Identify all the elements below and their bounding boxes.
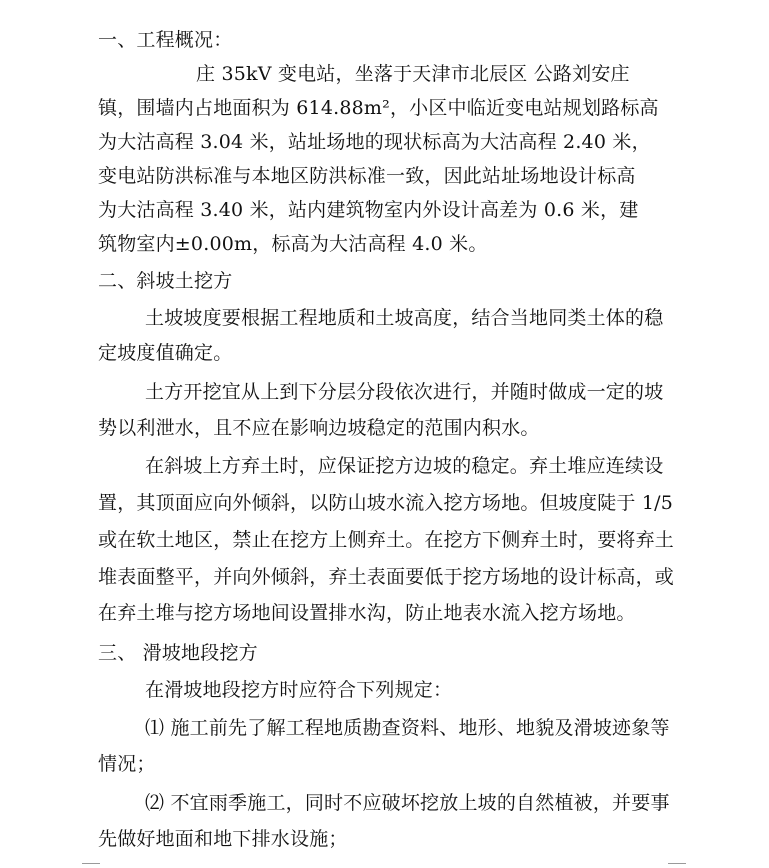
paragraph-line: 筑物室内±0.00m，标高为大沽高程 4.0 米。 [98, 233, 488, 255]
paragraph-line: 为大沽高程 3.04 米，站址场地的现状标高为大沽高程 2.40 米， [98, 131, 651, 153]
paragraph-line: 堆表面整平，并向外倾斜，弃土表面要低于挖方场地的设计标高，或 [98, 566, 675, 588]
section-heading-overview: 一、工程概况： [98, 29, 233, 51]
paragraph-line: 在弃土堆与挖方场地间设置排水沟，防止地表水流入挖方场地。 [98, 602, 636, 624]
paragraph-line: 或在软土地区，禁止在挖方上侧弃土。在挖方下侧弃土时，要将弃土 [98, 529, 675, 551]
paragraph-line: 庄 35kV 变电站，坐落于天津市北辰区 公路刘安庄 [196, 63, 630, 85]
list-item-1: ⑴ 施工前先了解工程地质勘查资料、地形、地貌及滑坡迹象等 [145, 717, 670, 739]
list-item-2: ⑵ 不宜雨季施工，同时不应破坏挖放上坡的自然植被，并要事 [145, 792, 670, 814]
section-heading-slope: 二、斜坡土挖方 [98, 270, 233, 292]
section-heading-landslide: 三、 滑坡地段挖方 [98, 642, 258, 664]
paragraph-line: 土方开挖宜从上到下分层分段依次进行，并随时做成一定的坡 [145, 381, 664, 403]
paragraph-line: 置，其顶面应向外倾斜，以防山坡水流入挖方场地。但坡度陡于 1/5 [98, 492, 674, 514]
paragraph-line: 在滑坡地段挖方时应符合下列规定： [145, 679, 453, 701]
paragraph-line: 镇，围墙内占地面积为 614.88m²，小区中临近变电站规划路标高 [98, 97, 659, 119]
paragraph-line: 情况； [98, 753, 156, 775]
paragraph-line: 变电站防洪标准与本地区防洪标准一致，因此站址场地设计标高 [98, 165, 636, 187]
paragraph-line: 定坡度值确定。 [98, 342, 233, 364]
page-corner-mark-left [82, 863, 100, 868]
paragraph-line: 势以利泄水，且不应在影响边坡稳定的范围内积水。 [98, 417, 540, 439]
paragraph-line: 在斜坡上方弃土时，应保证挖方边坡的稳定。弃土堆应连续设 [145, 455, 664, 477]
page-corner-mark-right [668, 863, 686, 868]
paragraph-line: 先做好地面和地下排水设施； [98, 828, 348, 850]
paragraph-line: 土坡坡度要根据工程地质和土坡高度，结合当地同类土体的稳 [145, 307, 664, 329]
paragraph-line: 为大沽高程 3.40 米，站内建筑物室内外设计高差为 0.6 米，建 [98, 199, 639, 221]
